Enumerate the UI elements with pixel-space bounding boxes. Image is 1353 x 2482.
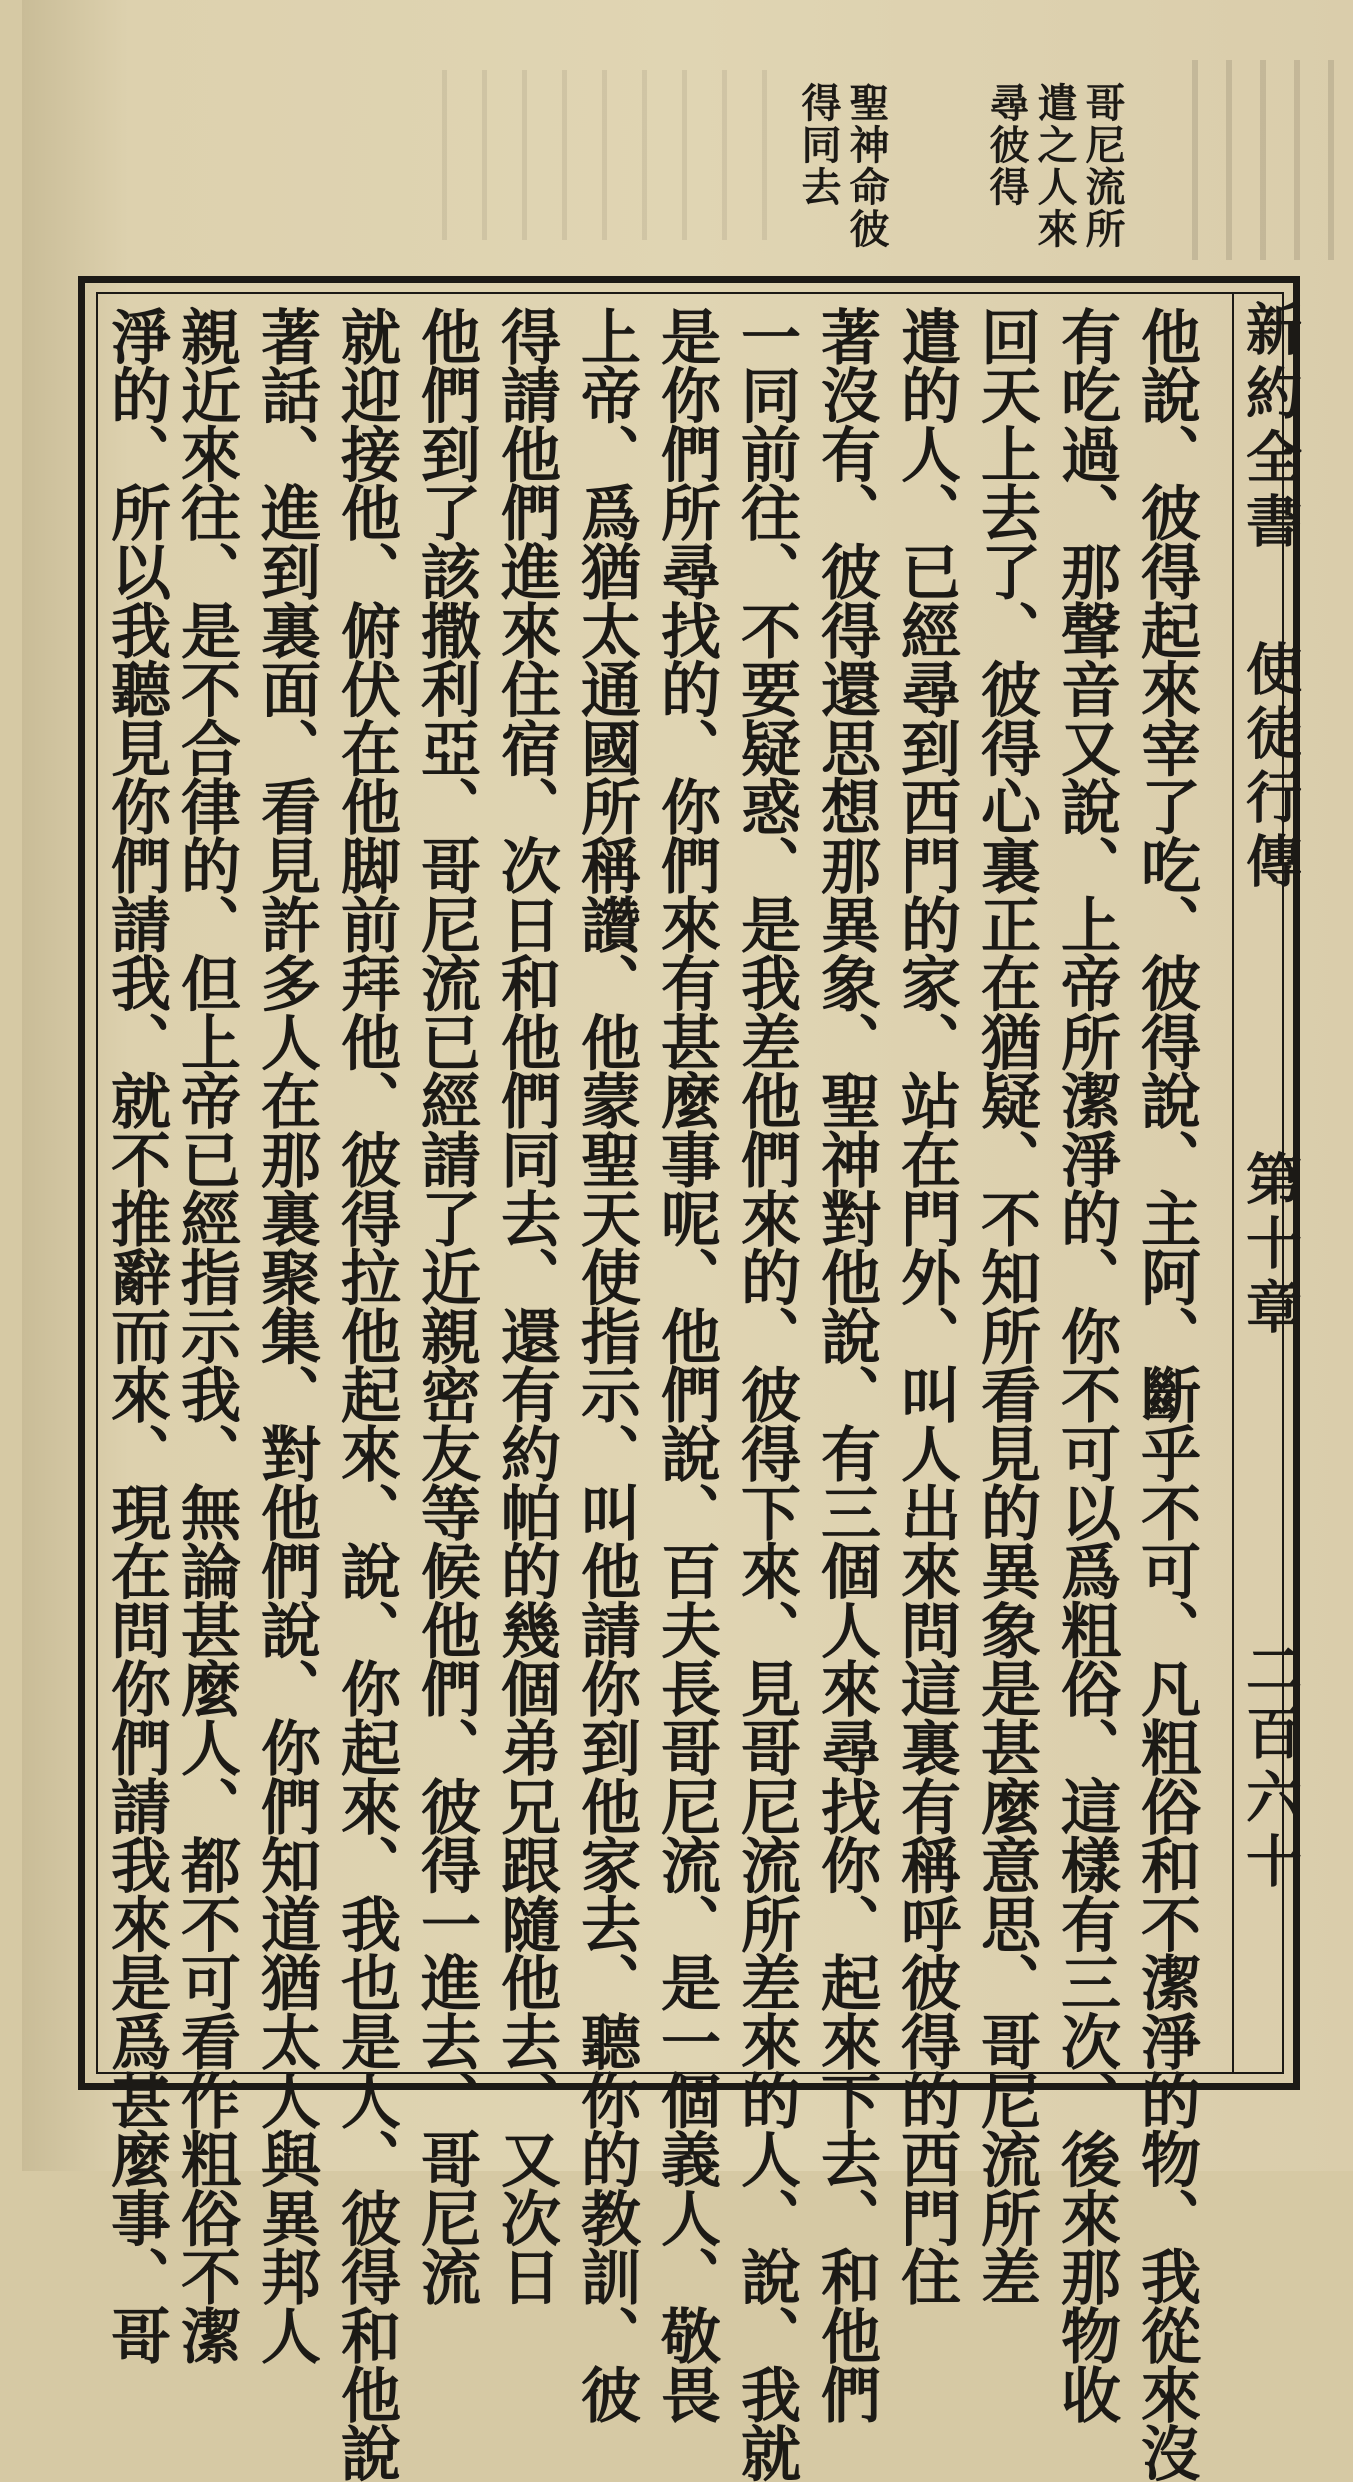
text-column-4: 遣的人、已經尋到西門的家、站在門外、叫人出來問這裏有稱呼彼得的西門住 (891, 306, 961, 2306)
margin-note-1: 哥尼流所 (1079, 82, 1126, 250)
header-divider (1232, 292, 1234, 2074)
book-section-title: 使徒行傳 (1237, 640, 1303, 896)
book-title: 新約全書 (1237, 300, 1303, 556)
page-number: 二百六十 (1237, 1640, 1303, 1896)
margin-note-3: 尋彼得 (983, 82, 1030, 208)
text-column-9: 得請他們進來住宿、次日和他們同去、還有約帕的幾個弟兄跟隨他去、又次日 (491, 306, 561, 2306)
chapter-label: 第十章 (1237, 1150, 1303, 1342)
text-column-11: 就迎接他、俯伏在他脚前拜他、彼得拉他起來、說、你起來、我也是人、彼得和他說 (331, 306, 401, 2482)
margin-note-4: 聖神命彼 (843, 82, 890, 250)
show-through-text (442, 70, 772, 240)
text-column-6: 一同前往、不要疑惑、是我差他們來的、彼得下來、見哥尼流所差來的人、說、我就 (731, 306, 801, 2482)
margin-note-2: 遣之人來 (1031, 82, 1078, 250)
text-column-2: 有吃過、那聲音又說、上帝所潔淨的、你不可以爲粗俗、這樣有三次、後來那物收 (1051, 306, 1121, 2423)
show-through-text (1192, 60, 1352, 260)
text-column-3: 回天上去了、彼得心裏正在猶疑、不知所看見的異象是甚麼意思、哥尼流所差 (971, 306, 1041, 2306)
text-column-12: 著話、進到裏面、看見許多人在那裏聚集、對他們說、你們知道猶太人與異邦人 (251, 306, 321, 2364)
text-column-8: 上帝、爲猶太通國所稱讚、他蒙聖天使指示、叫他請你到他家去、聽你的教訓、彼 (571, 306, 641, 2423)
text-column-5: 著沒有、彼得還思想那異象、聖神對他說、有三個人來尋找你、起來下去、和他們 (811, 306, 881, 2423)
text-column-14: 淨的、所以我聽見你們請我、就不推辭而來、現在問你們請我來是爲甚麼事、哥 (101, 306, 171, 2364)
margin-note-5: 得同去 (795, 82, 842, 208)
text-column-1: 他說、彼得起來宰了吃、彼得說、主阿、斷乎不可、凡粗俗和不潔淨的物、我從來沒 (1131, 306, 1201, 2482)
text-column-7: 是你們所尋找的、你們來有甚麼事呢、他們說、百夫長哥尼流、是一個義人、敬畏 (651, 306, 721, 2423)
text-column-13: 親近來往、是不合律的、但上帝已經指示我、無論甚麼人、都不可看作粗俗不潔 (171, 306, 241, 2364)
text-column-10: 他們到了該撒利亞、哥尼流已經請了近親密友等候他們、彼得一進去、哥尼流 (411, 306, 481, 2306)
